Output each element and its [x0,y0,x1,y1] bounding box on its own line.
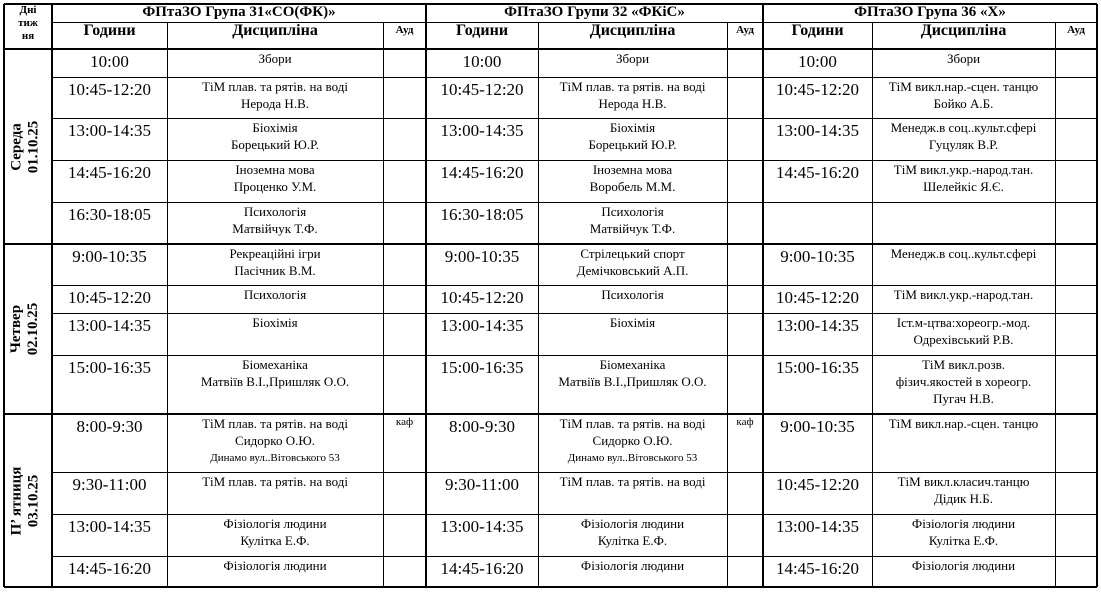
lesson-detail: Воробель М.М. [589,179,676,194]
lesson-discipline: Збори [615,51,650,66]
lesson-detail: Демічковський А.П. [576,263,689,278]
lesson-time: 9:30-11:00 [445,475,519,494]
column-header-aud: Ауд [1067,24,1085,36]
column-header-discipline: Дисципліна [920,22,1007,39]
grid-line-vertical [762,4,764,587]
lesson-time: 16:30-18:05 [440,205,524,224]
lesson-discipline: Біохімія [609,120,656,135]
corner-label: Дні [19,4,37,16]
lesson-time: 9:30-11:00 [72,475,147,494]
lesson-detail: Одрехівський Р.В. [913,332,1014,347]
lesson-time: 14:45-16:20 [440,559,524,578]
lesson-detail: Пасічник В.М. [234,263,316,278]
lesson-time: 13:00-14:35 [67,517,152,536]
grid-line-horizontal [52,556,1097,557]
grid-line-vertical [167,22,168,587]
lesson-detail: Матвійчук Т.Ф. [589,221,676,236]
lesson-discipline: Фізіологія людини [223,516,327,531]
grid-line-horizontal [52,285,1097,286]
lesson-detail: Сидорко О.Ю. [592,433,673,448]
lesson-time: 13:00-14:35 [440,121,524,140]
lesson-detail: Кулітка Е.Ф. [597,533,668,548]
lesson-time: 10:00 [798,52,837,71]
lesson-discipline: Рекреаційні ігри [229,246,321,261]
lesson-discipline: Іноземна мова [235,162,315,177]
lesson-time: 14:45-16:20 [440,163,524,182]
column-header-hours: Години [791,22,844,39]
group-title: ФПтаЗО Групи 32 «ФКіС» [504,4,685,20]
lesson-discipline: Збори [946,51,981,66]
lesson-detail: Динамо вул..Вітовського 53 [210,452,340,464]
lesson-time: 9:00-10:35 [72,247,147,266]
grid-line-vertical [383,22,384,587]
corner-label: ня [21,30,35,42]
day-label [8,414,48,587]
lesson-discipline: Стрілецький спорт [580,246,685,261]
lesson-discipline: Психологія [601,287,664,302]
lesson-time: 9:00-10:35 [444,247,520,266]
lesson-discipline: Психологія [243,287,307,302]
lesson-discipline: Фізіологія людини [911,516,1016,531]
lesson-time: 10:45-12:20 [775,475,860,494]
lesson-discipline: ТіМ викл.класич.танцю [897,474,1030,489]
grid-line-horizontal [52,77,1097,78]
lesson-discipline: Менедж.в соц..культ.сфері [890,120,1037,135]
lesson-discipline: ТіМ викл.нар.-сцен. танцю [888,79,1039,94]
lesson-discipline: ТіМ викл.розв. [921,357,1006,372]
lesson-discipline: ТіМ викл.укр.-народ.тан. [893,162,1034,177]
day-name: Середа [8,122,24,171]
lesson-detail: Проценко У.М. [233,179,317,194]
lesson-time: 10:45-12:20 [440,80,524,99]
day-label [8,49,48,244]
lesson-discipline: Менедж.в соц..культ.сфері [890,246,1037,261]
day-label [8,244,48,414]
column-header-aud: Ауд [395,24,414,36]
column-header-discipline: Дисципліна [589,22,676,39]
grid-line-horizontal [52,202,1097,203]
day-date: 03.10.25 [25,474,42,527]
grid-line-vertical [727,22,728,587]
lesson-discipline: Психологія [601,204,664,219]
lesson-time: 10:00 [462,52,502,71]
lesson-time: 16:30-18:05 [67,205,152,224]
lesson-discipline: Фізіологія людини [580,516,685,531]
lesson-time: 15:00-16:35 [67,358,152,377]
lesson-discipline: ТіМ плав. та рятів. на воді [559,416,706,431]
lesson-discipline: ТіМ викл.укр.-народ.тан. [893,287,1034,302]
lesson-detail: Матвіїв В.І.,Пришляк О.О. [558,374,707,389]
lesson-time: 14:45-16:20 [775,559,860,578]
lesson-detail: Нерода Н.В. [241,96,309,111]
lesson-time: 10:45-12:20 [775,80,860,99]
lesson-time: 14:45-16:20 [67,163,152,182]
lesson-detail: Шелейкіс Я.Є. [923,179,1004,194]
lesson-time: 13:00-14:35 [775,121,860,140]
group-title: ФПтаЗО Група 36 «Х» [854,4,1006,20]
lesson-time: 14:45-16:20 [775,163,860,182]
lesson-time: 8:00-9:30 [448,417,516,436]
lesson-detail: Бойко А.Б. [933,96,994,111]
lesson-discipline: Біохімія [252,315,298,330]
lesson-time: 13:00-14:35 [775,316,860,335]
lesson-discipline: Збори [258,51,292,66]
lesson-discipline: ТіМ викл.нар.-сцен. танцю [888,416,1039,431]
grid-line-vertical [1096,4,1098,587]
column-header-aud: Ауд [736,24,754,36]
lesson-discipline: Іноземна мова [592,162,673,177]
grid-line-vertical [425,4,427,587]
lesson-time: 9:00-10:35 [780,417,855,436]
column-header-hours: Години [83,22,136,39]
lesson-time: 13:00-14:35 [775,517,860,536]
lesson-room: каф [736,416,754,428]
day-name: П’ ятниця [8,466,24,535]
lesson-time: 13:00-14:35 [67,121,152,140]
lesson-time: 15:00-16:35 [775,358,860,377]
lesson-detail: Борецький Ю.Р. [230,137,320,152]
grid-line-horizontal [52,160,1097,161]
lesson-discipline: Фізіологія людини [911,558,1016,573]
lesson-time: 14:45-16:20 [67,559,152,578]
lesson-discipline: ТіМ плав. та рятів. на воді [202,79,348,94]
lesson-discipline: Фізіологія людини [223,558,327,573]
lesson-discipline: ТіМ плав. та рятів. на воді [202,474,348,489]
grid-line-vertical [1055,22,1056,587]
lesson-time: 13:00-14:35 [440,517,524,536]
lesson-time: 10:45-12:20 [440,288,524,307]
lesson-discipline: Біохімія [252,120,298,135]
column-header-discipline: Дисципліна [232,22,318,39]
lesson-detail: Динамо вул..Вітовського 53 [567,452,698,464]
lesson-discipline: ТіМ плав. та рятів. на воді [559,474,706,489]
grid-line-horizontal [52,313,1097,314]
lesson-time: 15:00-16:35 [440,358,524,377]
lesson-time: 10:45-12:20 [775,288,860,307]
lesson-time: 13:00-14:35 [67,316,152,335]
grid-line-horizontal [52,355,1097,356]
grid-line-vertical [872,22,873,587]
lesson-detail: Пугач Н.В. [933,391,994,406]
lesson-detail: фізич.якостей в хореогр. [895,374,1032,389]
day-name: Четвер [8,304,24,354]
lesson-time: 10:45-12:20 [67,80,152,99]
lesson-detail: Борецький Ю.Р. [588,137,677,152]
group-title: ФПтаЗО Група 31«СО(ФК)» [142,4,336,20]
grid-line-vertical [538,22,539,587]
lesson-discipline: Біохімія [609,315,656,330]
lesson-discipline: Біомеханіка [599,357,666,372]
lesson-detail: Матвіїв В.І.,Пришляк О.О. [200,374,350,389]
lesson-discipline: Іст.м-цтва:хореогр.-мод. [896,315,1031,330]
corner-label: тиж [18,17,38,29]
lesson-discipline: Біомеханіка [242,357,308,372]
lesson-discipline: ТіМ плав. та рятів. на воді [559,79,706,94]
lesson-time: 13:00-14:35 [440,316,524,335]
lesson-room: каф [395,416,414,428]
lesson-discipline: Фізіологія людини [580,558,685,573]
grid-line-horizontal [52,472,1097,473]
column-header-hours: Години [455,22,509,39]
lesson-detail: Сидорко О.Ю. [235,433,315,448]
lesson-detail: Матвійчук Т.Ф. [232,221,318,236]
lesson-time: 10:00 [90,52,129,71]
day-date: 02.10.25 [25,302,42,356]
lesson-time: 9:00-10:35 [780,247,855,266]
lesson-detail: Дідик Н.Б. [934,491,993,506]
lesson-time: 10:45-12:20 [67,288,152,307]
lesson-discipline: Психологія [243,204,307,219]
grid-line-horizontal [52,514,1097,515]
lesson-detail: Кулітка Е.Ф. [240,533,310,548]
lesson-detail: Кулітка Е.Ф. [928,533,999,548]
lesson-detail: Нерода Н.В. [598,96,667,111]
day-date: 01.10.25 [25,120,42,173]
grid-line-vertical [3,4,5,587]
lesson-discipline: ТіМ плав. та рятів. на воді [202,416,348,431]
lesson-detail: Гуцуляк В.Р. [928,137,999,152]
lesson-time: 8:00-9:30 [76,417,143,436]
grid-line-horizontal [52,118,1097,119]
grid-line-vertical [51,4,53,587]
